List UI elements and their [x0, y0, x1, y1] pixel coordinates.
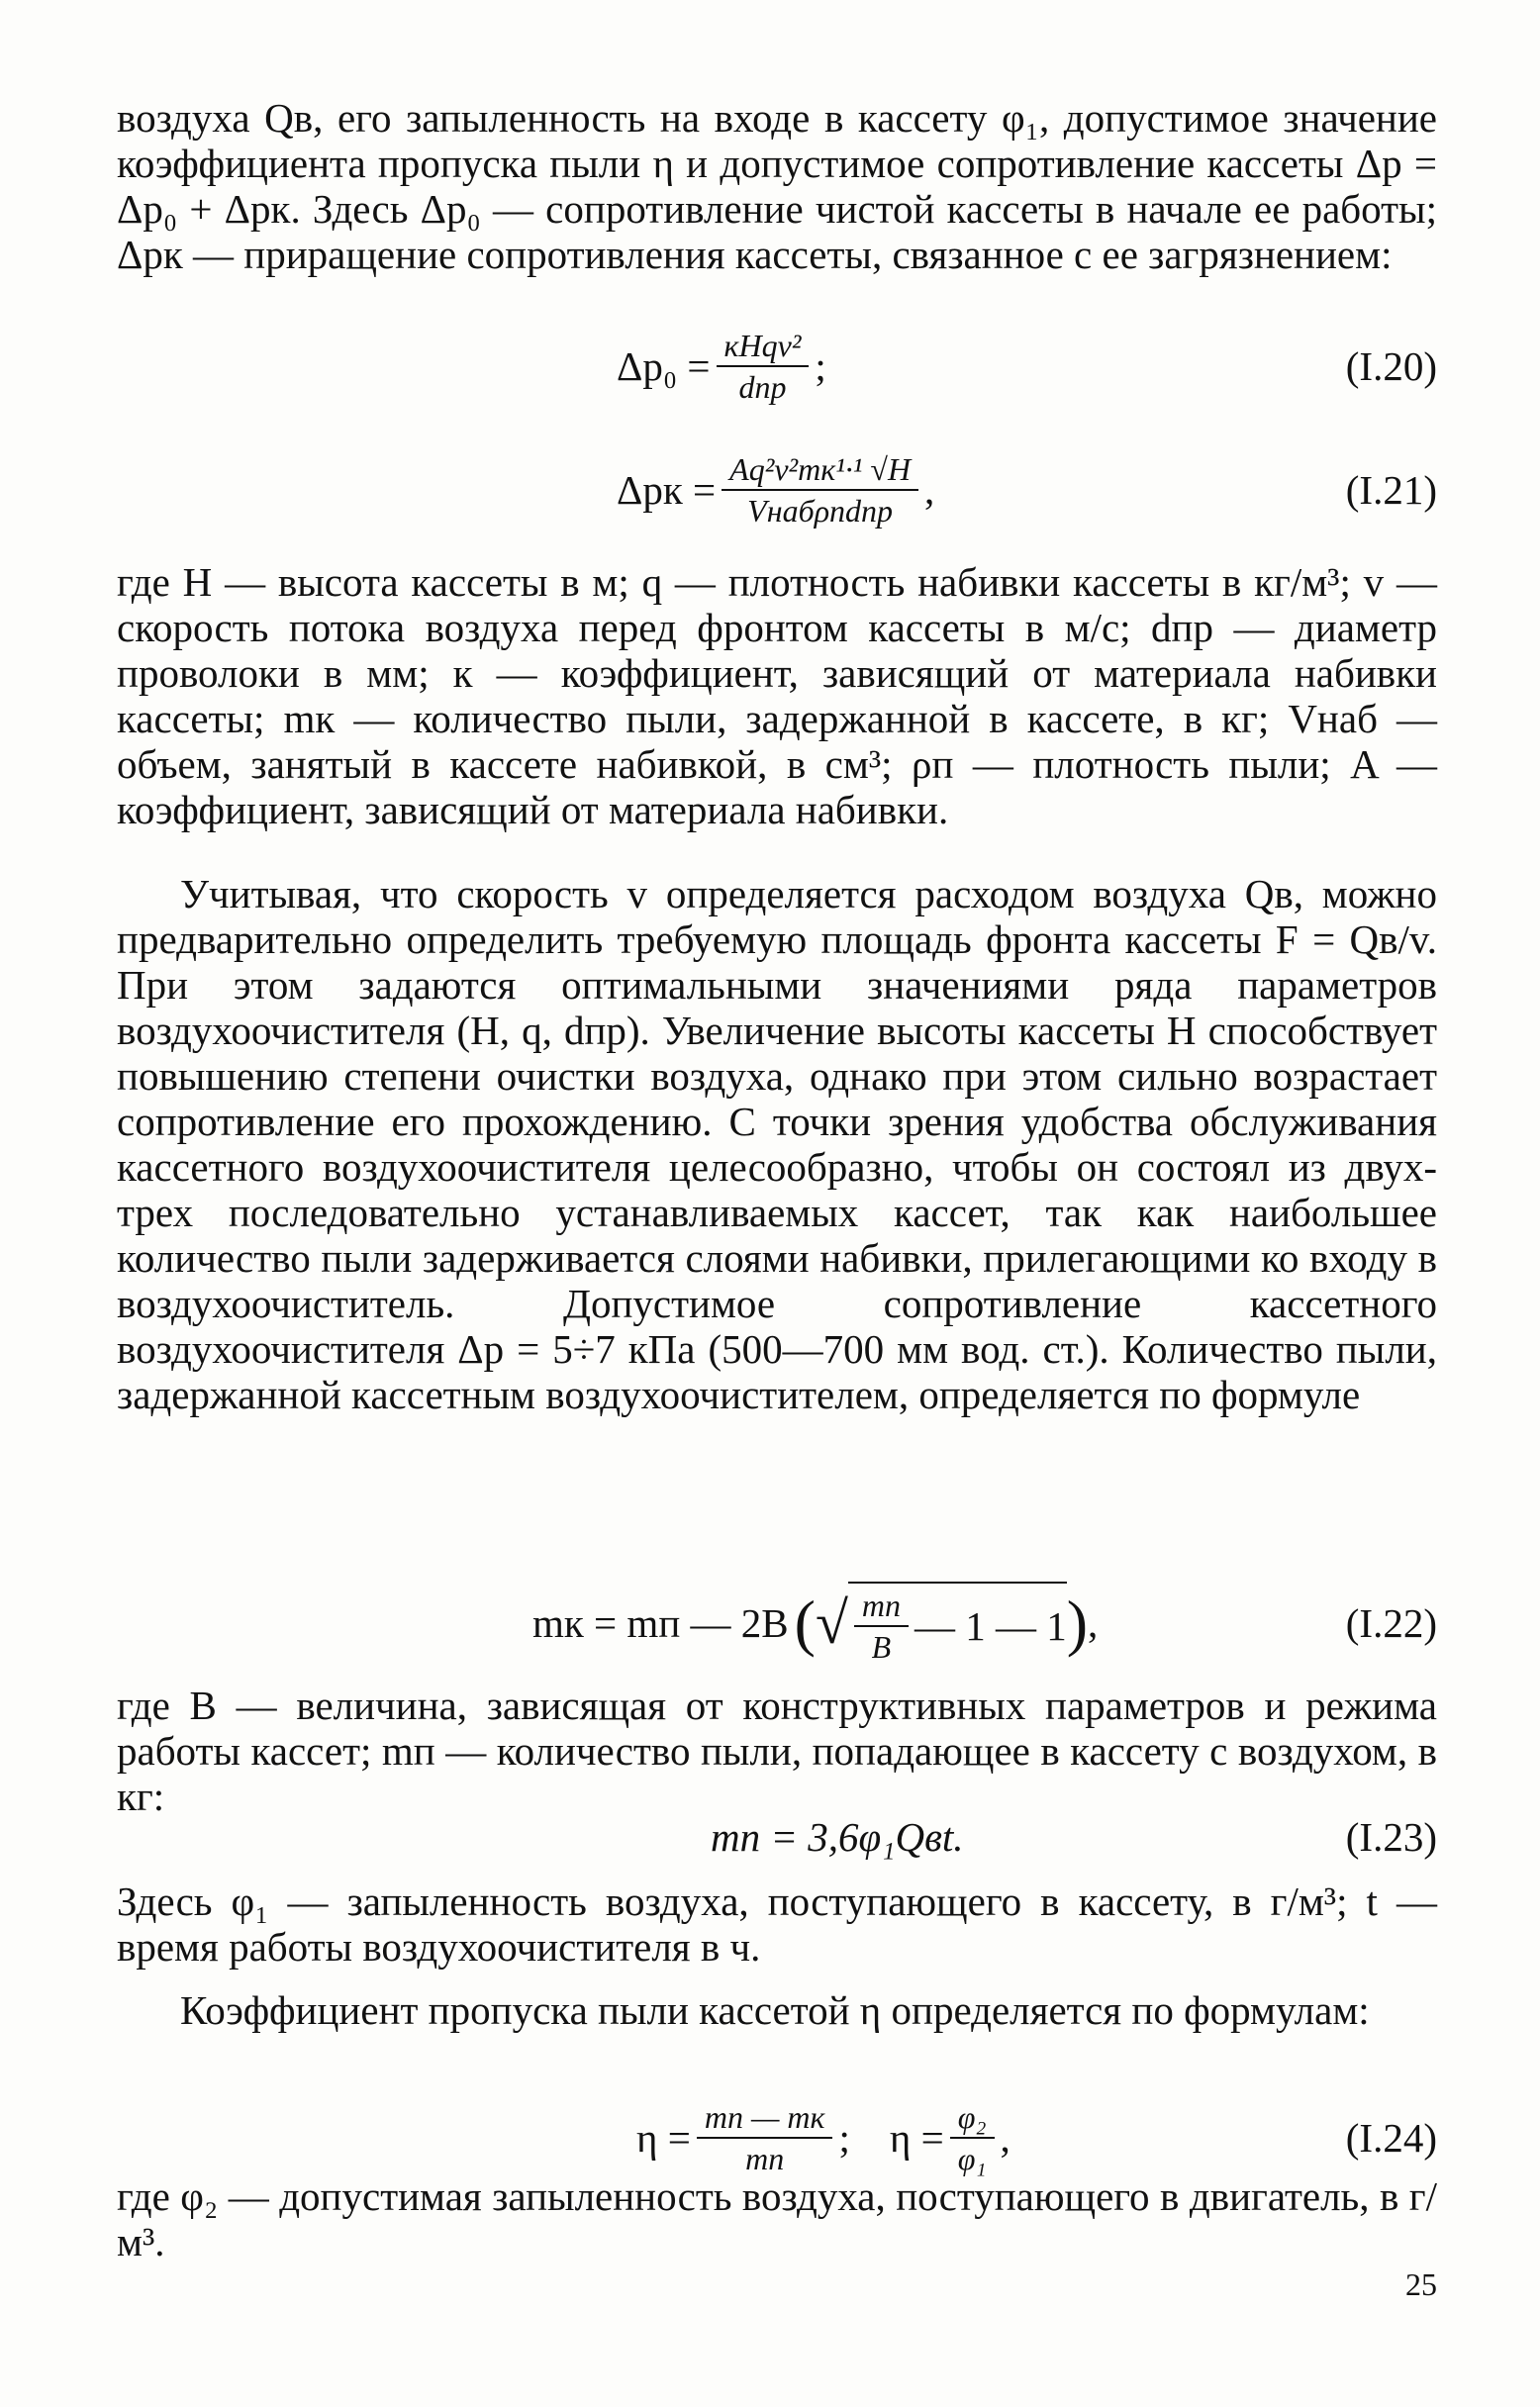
- eq24-numerator2: φ₂: [950, 2099, 995, 2139]
- eq20-fraction: [717, 328, 810, 405]
- equation-1-21: [117, 440, 1437, 539]
- eq22-denominator: B: [871, 1629, 892, 1665]
- eq21-denominator: Vнабρпdпр: [747, 493, 894, 529]
- eq24-fraction1: [697, 2099, 833, 2176]
- eq21-fraction: [722, 451, 918, 529]
- eq22-tail: ,: [1088, 1600, 1099, 1646]
- eq22-lhs: mк = mп — 2B: [532, 1600, 789, 1646]
- eq21-lhs: Δpк =: [617, 467, 717, 513]
- paragraph-main: Учитывая, что скорость v определяется расходом воздуха Qв, можно предварительно определить требуемую площадь фронта кассеты F = Qв/v. При этом задаются оптимальными значениями ряда параметров воздухоочистителя (H, q, dпр). Увеличение высоты кассеты H способствует повышению степени очистки воздуха, однако при этом сильно возрастает сопротивление его прохождению. С точки зрения удобства обслуживания кассетного воздухоочистителя целесообразно, чтобы он состоял из двух-трех последовательно устанавливаемых кассет, так как наибольшее количество пыли задерживается слоями набивки, прилегающими ко входу в воздухоочиститель. Допустимое сопротивление кассетного воздухоочистителя Δp = 5÷7 кПа (500—700 мм вод. ст.). Количество пыли, задержанной кассетным воздухоочистителем, определяется по формуле: [117, 871, 1437, 1417]
- eq24-tail: ,: [1000, 2115, 1011, 2161]
- paragraph-intro: воздуха Qв, его запыленность на входе в кассету φ₁, допустимое значение коэффициента пропуска пыли η и допустимое сопротивление кассеты Δp = Δp₀ + Δpк. Здесь Δp₀ — сопротивление чистой кассеты в начале ее работы; Δpк — приращение сопротивления кассеты, связанное с ее загрязнением:: [117, 95, 1437, 277]
- equation-1-23: [117, 1809, 1437, 1865]
- eq24-numerator1: mп — mк: [697, 2099, 833, 2139]
- eq24-fraction2: [950, 2099, 995, 2176]
- eq22-radicand: [848, 1582, 1067, 1665]
- eq24-separator: ;: [838, 2115, 850, 2161]
- equation-1-20: [117, 327, 1437, 406]
- paragraph-phi1: Здесь φ₁ — запыленность воздуха, поступающего в кассету, в г/м³; t — время работы воздухоочистителя в ч.: [117, 1878, 1437, 1970]
- eq24-denominator2: φ₁: [957, 2141, 987, 2176]
- paragraph-phi2: где φ₂ — допустимая запыленность воздуха, поступающего в двигатель, в г/м³.: [117, 2173, 1437, 2264]
- paragraph-formulas-intro: Коэффициент пропуска пыли кассетой η определяется по формулам:: [180, 1987, 1370, 2033]
- page-number: 25: [1405, 2266, 1437, 2302]
- paragraph-definitions: где H — высота кассеты в м; q — плотность набивки кассеты в кг/м³; v — скорость потока воздуха перед фронтом кассеты в м/с; dпр — диаметр проволоки в мм; к — коэффициент, зависящий от материала набивки кассеты; mк — количество пыли, задержанной в кассете, в кг; Vнаб — объем, занятый в кассете набивкой, в см³; ρп — плотность пыли; A — коэффициент, зависящий от материала набивки.: [117, 559, 1437, 832]
- eq23-text: mп = 3,6φ₁Qвt.: [711, 1814, 964, 1860]
- equation-1-22: [117, 1574, 1437, 1673]
- eq20-denominator: dпр: [738, 369, 787, 405]
- eq21-tail: ,: [924, 467, 935, 513]
- paragraph-b-definition: где B — величина, зависящая от конструктивных параметров и режима работы кассет; mп — количество пыли, попадающее в кассету с воздухом, в кг:: [117, 1683, 1437, 1819]
- eq20-tail: ;: [815, 343, 826, 389]
- eq24-denominator1: mп: [745, 2141, 785, 2176]
- radical-icon: √: [815, 1590, 848, 1656]
- eq22-rest: — 1 — 1: [914, 1603, 1067, 1649]
- eq21-numerator: Aq²v²mк¹·¹ √H: [722, 451, 918, 491]
- eq20-numerator: кHqv²: [717, 328, 810, 367]
- eq22-fraction: [854, 1588, 909, 1665]
- eq22-open-paren: (: [794, 1588, 816, 1658]
- eq23-label: (I.23): [1345, 1814, 1437, 1860]
- eq22-numerator: mп: [854, 1588, 909, 1627]
- eq24-lhs1: η =: [636, 2115, 691, 2161]
- eq20-lhs: Δp₀ =: [617, 343, 711, 389]
- eq24-lhs2: η =: [889, 2115, 944, 2161]
- eq22-label: (I.22): [1345, 1600, 1437, 1646]
- eq24-label: (I.24): [1345, 2115, 1437, 2161]
- eq22-close-paren: ): [1066, 1588, 1089, 1658]
- eq21-label: (I.21): [1345, 467, 1437, 513]
- eq20-label: (I.20): [1345, 343, 1437, 389]
- equation-1-24: [117, 2090, 1437, 2185]
